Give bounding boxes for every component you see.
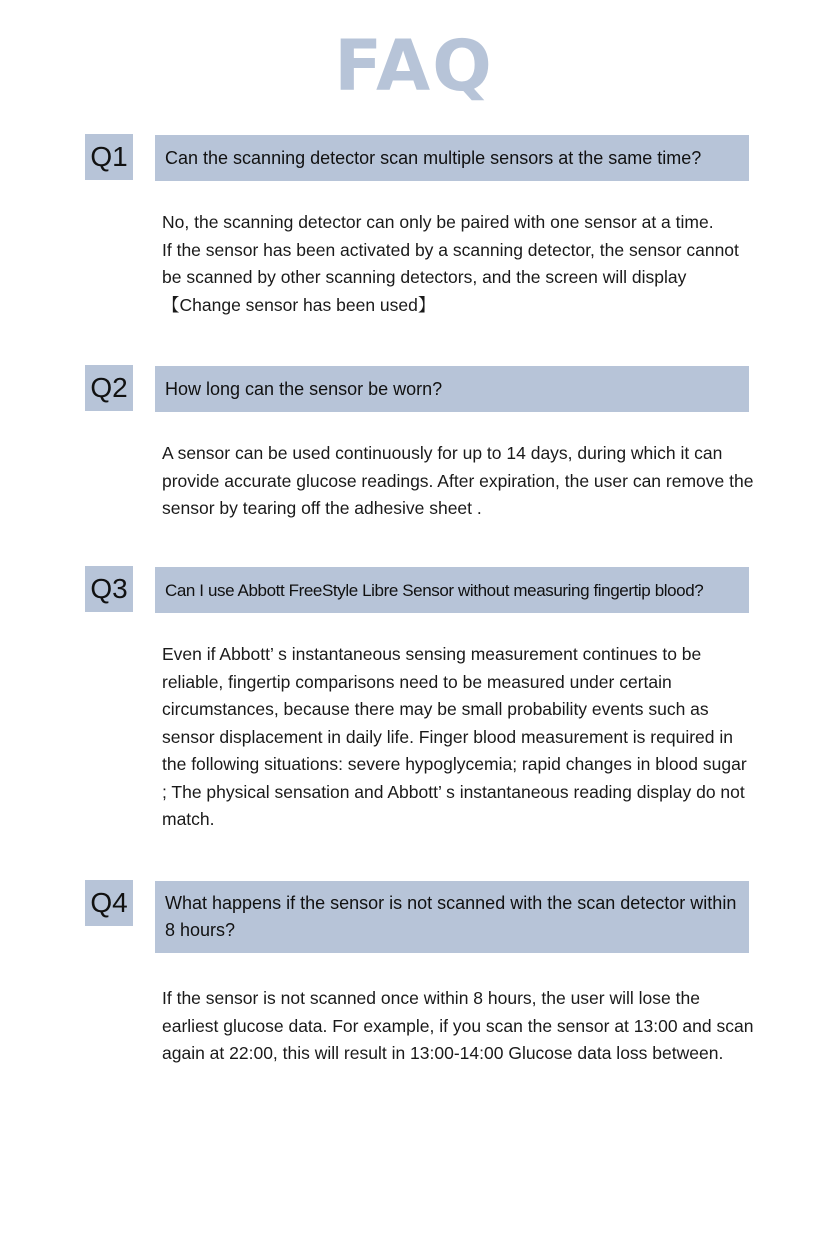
- q2-tag: Q2: [85, 365, 133, 411]
- q3-answer-line-1: Even if Abbott’ s instantaneous sensing measurement continues to be reliable, fingertip comparisons need to be measured under certain circumstances, because there may be small probability events such as sensor displacement in daily life. Finger blood measurement is required in the following situations: severe hypoglycemia; rapid changes in blood sugar ; The physical sensation and Abbott’ s instantaneous reading display do not match.: [162, 644, 747, 829]
- q4-question: What happens if the sensor is not scanned with the scan detector within 8 hours?: [155, 881, 749, 953]
- q2-answer-line-1: A sensor can be used continuously for up to 14 days, during which it can provide accurate glucose readings. After expiration, the user can remove the sensor by tearing off the adhesive sheet .: [162, 443, 754, 518]
- q1-answer-line-2: If the sensor has been activated by a scanning detector, the sensor cannot be scanned by other scanning detectors, and the screen will display 【Change sensor has been used】: [162, 239, 739, 315]
- page-title: FAQ: [334, 25, 494, 107]
- q3-answer: [162, 641, 754, 834]
- q1-question: Can the scanning detector scan multiple sensors at the same time?: [155, 135, 749, 181]
- q2-answer: [162, 440, 754, 523]
- q3-question: Can I use Abbott FreeStyle Libre Sensor without measuring fingertip blood?: [155, 567, 749, 613]
- q1-tag: Q1: [85, 134, 133, 180]
- q4-answer: [162, 985, 754, 1068]
- q4-tag: Q4: [85, 880, 133, 926]
- q2-question: How long can the sensor be worn?: [155, 366, 749, 412]
- q4-answer-line-1: If the sensor is not scanned once within 8 hours, the user will lose the earliest glucose data. For example, if you scan the sensor at 13:00 and scan again at 22:00, this will result in 13:00-14:00 Glucose data loss between.: [162, 988, 754, 1063]
- q3-tag: Q3: [85, 566, 133, 612]
- q1-answer: [162, 209, 754, 319]
- q1-answer-line-1: No, the scanning detector can only be paired with one sensor at a time.: [162, 212, 714, 232]
